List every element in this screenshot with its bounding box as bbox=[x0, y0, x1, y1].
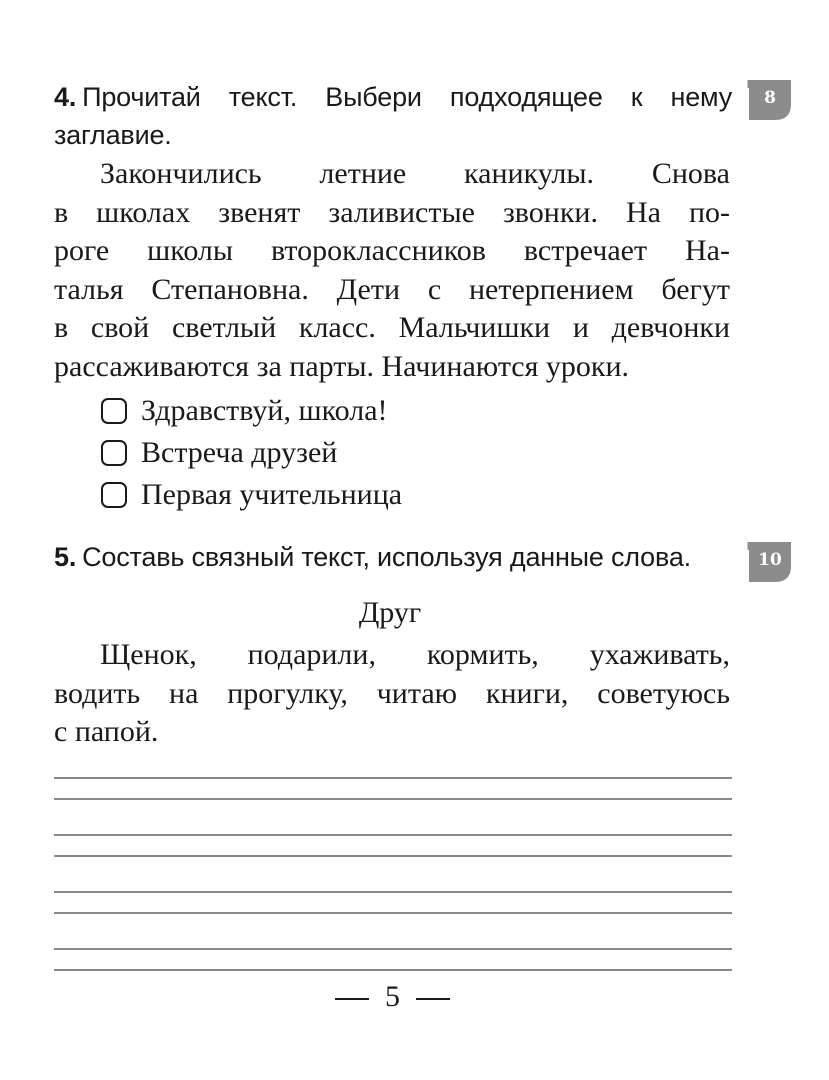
option-label: Здравствуй, школа! bbox=[141, 394, 388, 427]
task-4-heading bbox=[54, 78, 732, 154]
option-label: Встреча друзей bbox=[141, 436, 338, 469]
writing-line[interactable] bbox=[54, 912, 732, 914]
option-label: Первая учительница bbox=[141, 478, 403, 511]
task-5-text-line: Щенок, подарили, кормить, ухаживать, bbox=[100, 638, 730, 671]
task-4-text-line: в свой светлый класс. Мальчишки и девчонки bbox=[54, 311, 730, 344]
task-5-title: Друг bbox=[358, 596, 422, 629]
task-5-number: 5. bbox=[54, 542, 77, 572]
checkbox[interactable] bbox=[101, 482, 127, 508]
task-5-score-badge bbox=[747, 540, 793, 584]
page-footer bbox=[0, 980, 785, 1014]
task-4-text-line: роге школы второклассников встречает На- bbox=[54, 234, 730, 267]
task-5-heading bbox=[54, 538, 732, 576]
writing-line[interactable] bbox=[54, 834, 732, 836]
writing-line[interactable] bbox=[54, 777, 732, 779]
writing-line[interactable] bbox=[54, 798, 732, 800]
checkbox[interactable] bbox=[101, 440, 127, 466]
page-number: 5 bbox=[385, 980, 400, 1013]
task-4-score-badge bbox=[747, 78, 793, 122]
task-4-text bbox=[54, 155, 730, 386]
task-4-text-line: в школах звенят заливистые звонки. На по- bbox=[54, 195, 730, 229]
writing-line[interactable] bbox=[54, 948, 732, 950]
option-hello-school[interactable] bbox=[101, 390, 402, 432]
option-first-teacher[interactable] bbox=[101, 474, 402, 516]
writing-line[interactable] bbox=[54, 855, 732, 857]
task-5-words bbox=[54, 636, 730, 752]
dash-left bbox=[335, 998, 369, 1000]
writing-line[interactable] bbox=[54, 891, 732, 893]
checkbox[interactable] bbox=[101, 398, 127, 424]
task-5-text-line: водить на прогулку, читаю книги, советуюсь bbox=[54, 676, 730, 710]
option-meeting-friends[interactable] bbox=[101, 432, 402, 474]
dash-right bbox=[416, 998, 450, 1000]
task-5-instruction: Составь связный текст, используя данные слова. bbox=[82, 542, 691, 572]
task-4-number: 4. bbox=[54, 82, 77, 112]
task-5-text-line: с папой. bbox=[54, 715, 159, 748]
task-4-instruction: Прочитай текст. Выбери подходящее к нему заглавие. bbox=[54, 82, 732, 150]
task-4-text-line: Закончились летние каникулы. Снова bbox=[100, 157, 730, 190]
task-4-score: 8 bbox=[764, 88, 776, 108]
task-5-score: 10 bbox=[758, 550, 782, 570]
writing-line[interactable] bbox=[54, 969, 732, 971]
task-4-text-line: талья Степановна. Дети с нетерпением бегут bbox=[54, 272, 730, 306]
task-4-options bbox=[101, 390, 402, 516]
task-4-text-line: рассаживаются за парты. Начинаются уроки. bbox=[54, 349, 630, 383]
